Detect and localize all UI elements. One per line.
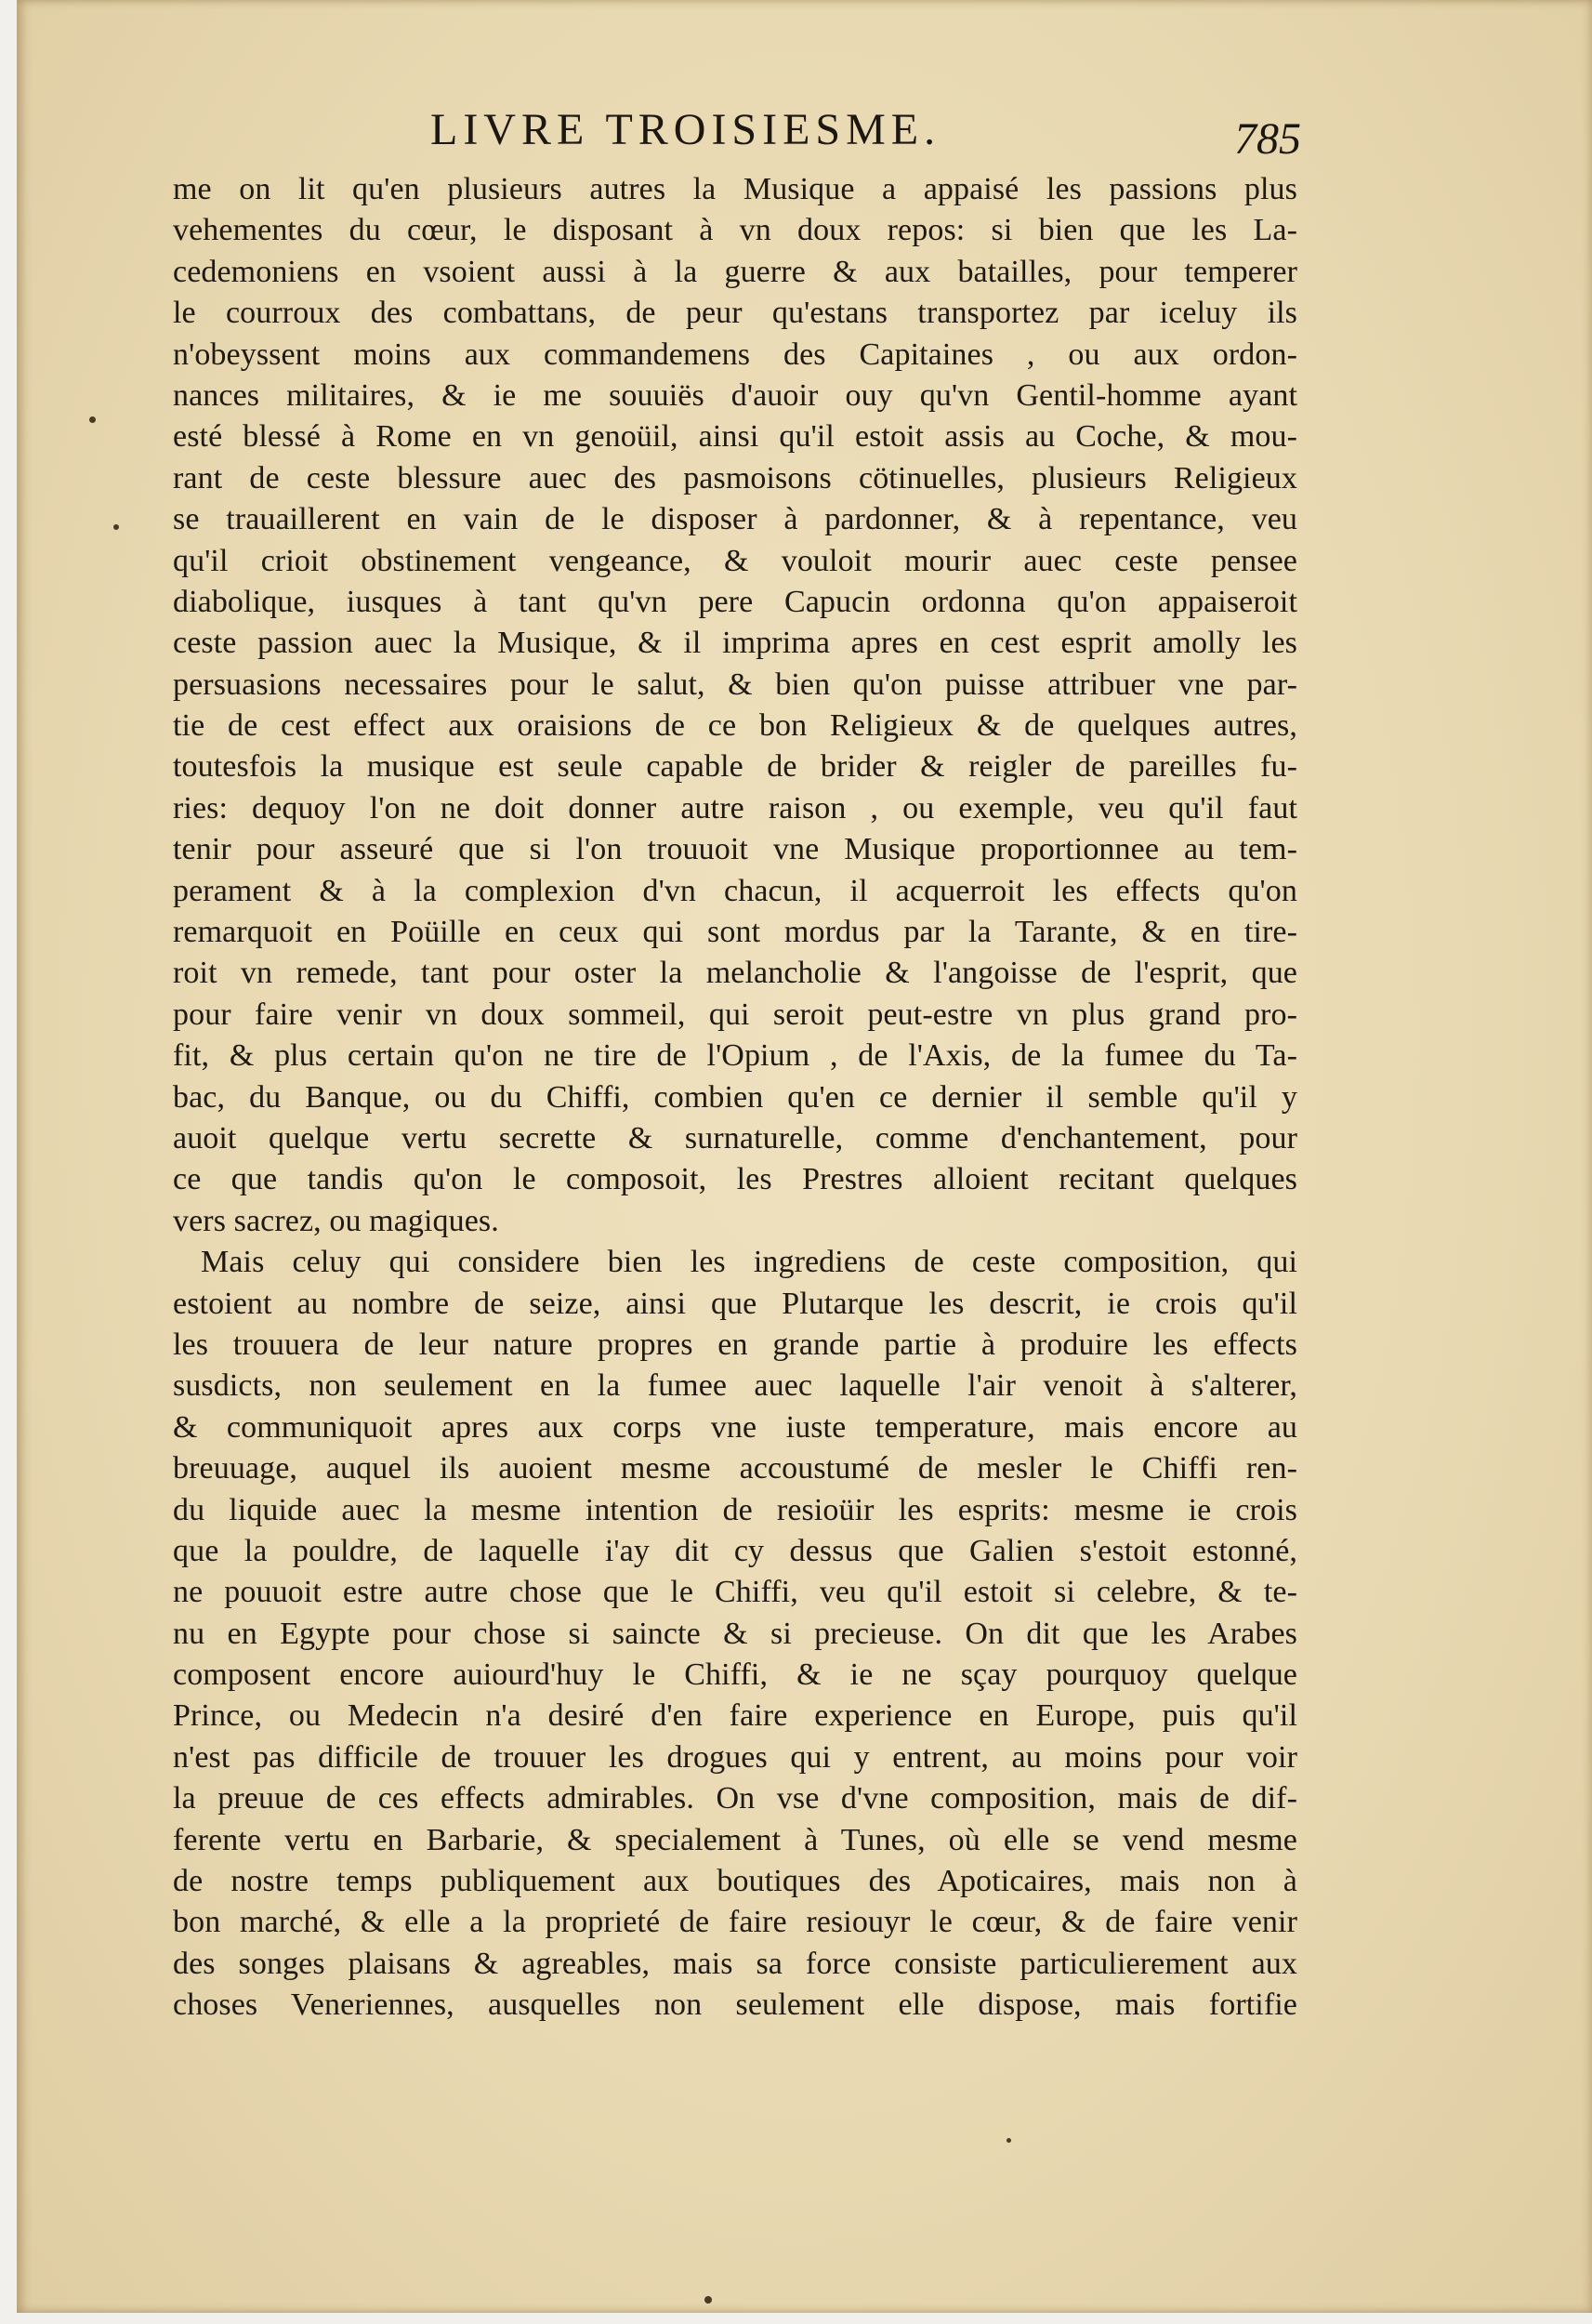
ink-speck: [89, 416, 96, 423]
text-line: tenir pour asseuré que si l'on trouuoit vne Musique proportionnee au tem-: [173, 832, 1297, 867]
text-line: tie de cest effect aux oraisions de ce bon Religieux & de quelques autres,: [173, 708, 1297, 744]
text-line: ries: dequoy l'on ne doit donner autre raison , ou exemple, veu qu'il faut: [173, 790, 1297, 825]
text-line: le courroux des combattans, de peur qu'estans transportez par iceluy ils: [173, 296, 1297, 331]
text-line: nances militaires, & ie me souuiës d'auoir ouy qu'vn Gentil-homme ayant: [173, 377, 1297, 413]
text-line: remarquoit en Poüille en ceux qui sont mordus par la Tarante, & en tire-: [173, 915, 1297, 950]
text-line: n'est pas difficile de trouuer les drogues qui y entrent, au moins pour voir: [173, 1739, 1297, 1775]
text-line: pour faire venir vn doux sommeil, qui seroit peut-estre vn plus grand pro-: [173, 997, 1297, 1032]
text-line: cedemoniens en vsoient aussi à la guerre & aux batailles, pour temperer: [173, 254, 1297, 289]
text-line: ne pouuoit estre autre chose que le Chiffi, veu qu'il estoit si celebre, & te-: [173, 1575, 1297, 1610]
ink-speck: [1007, 2138, 1011, 2143]
text-line: bac, du Banque, ou du Chiffi, combien qu'en ce dernier il semble qu'il y: [173, 1079, 1297, 1115]
text-line: ferente vertu en Barbarie, & specialement à Tunes, où elle se vend mesme: [173, 1822, 1297, 1857]
text-line: choses Veneriennes, ausquelles non seulement elle dispose, mais fortifie: [173, 1987, 1297, 2023]
text-line: breuuage, auquel ils auoient mesme accoustumé de mesler le Chiffi ren-: [173, 1451, 1297, 1486]
text-line: ce que tandis qu'on le composoit, les Prestres alloient recitant quelques: [173, 1162, 1297, 1197]
text-line: estoient au nombre de seize, ainsi que Plutarque les descrit, ie crois qu'il: [173, 1286, 1297, 1321]
page-number: 785: [1234, 114, 1301, 164]
text-line: bon marché, & elle a la proprieté de faire resiouyr le cœur, & de faire venir: [173, 1905, 1297, 1940]
text-line: que la pouldre, de laquelle i'ay dit cy dessus que Galien s'estoit estonné,: [173, 1533, 1297, 1568]
ink-speck: [704, 2296, 712, 2304]
text-line: persuasions necessaires pour le salut, & bien qu'on puisse attribuer vne par-: [173, 667, 1297, 702]
ink-speck: [113, 524, 119, 530]
text-line: qu'il crioit obstinement vengeance, & vouloit mourir auec ceste pensee: [173, 543, 1297, 578]
text-line: rant de ceste blessure auec des pasmoisons cötinuelles, plusieurs Religieux: [173, 460, 1297, 495]
text-line: composent encore auiourd'huy le Chiffi, & ie ne sçay pourquoy quelque: [173, 1657, 1297, 1693]
text-line: du liquide auec la mesme intention de resioüir les esprits: mesme ie crois: [173, 1492, 1297, 1527]
text-line: auoit quelque vertu secrette & surnaturelle, comme d'enchantement, pour: [173, 1120, 1297, 1155]
paragraph-end-line: vers sacrez, ou magiques.: [173, 1203, 499, 1238]
text-line: me on lit qu'en plusieurs autres la Musique a appaisé les passions plus: [173, 172, 1297, 206]
text-line: & communiquoit apres aux corps vne iuste temperature, mais encore au: [173, 1409, 1297, 1445]
text-line: fit, & plus certain qu'on ne tire de l'Opium , de l'Axis, de la fumee du Ta-: [173, 1038, 1297, 1074]
running-title: LIVRE TROISIESME.: [430, 105, 941, 154]
text-line: susdicts, non seulement en la fumee auec laquelle l'air venoit à s'alterer,: [173, 1368, 1297, 1404]
text-line: nu en Egypte pour chose si saincte & si precieuse. On dit que les Arabes: [173, 1616, 1297, 1651]
text-line: n'obeyssent moins aux commandemens des Capitaines , ou aux ordon-: [173, 337, 1297, 372]
body-text: [173, 169, 1297, 2027]
text-line: de nostre temps publiquement aux boutiques des Apoticaires, mais non à: [173, 1864, 1297, 1899]
text-line: vehementes du cœur, le disposant à vn doux repos: si bien que les La-: [173, 213, 1297, 248]
text-line: Prince, ou Medecin n'a desiré d'en faire experience en Europe, puis qu'il: [173, 1698, 1297, 1734]
text-line: toutesfois la musique est seule capable de brider & reigler de pareilles fu-: [173, 749, 1297, 785]
text-line: les trouuera de leur nature propres en grande partie à produire les effects: [173, 1327, 1297, 1362]
text-line: esté blessé à Rome en vn genoüil, ainsi qu'il estoit assis au Coche, & mou-: [173, 419, 1297, 455]
text-line: roit vn remede, tant pour oster la melancholie & l'angoisse de l'esprit, que: [173, 956, 1297, 991]
text-line: perament & à la complexion d'vn chacun, il acquerroit les effects qu'on: [173, 873, 1297, 908]
text-line: la preuue de ces effects admirables. On vse d'vne composition, mais de dif-: [173, 1781, 1297, 1816]
text-line: ceste passion auec la Musique, & il imprima apres en cest esprit amolly les: [173, 626, 1297, 661]
book-page: [17, 0, 1592, 2313]
text-line: se trauaillerent en vain de le disposer à pardonner, & à repentance, veu: [173, 502, 1297, 537]
text-line: des songes plaisans & agreables, mais sa force consiste particulierement aux: [173, 1946, 1297, 1981]
paragraph-start-line: Mais celuy qui considere bien les ingrediens de ceste composition, qui: [201, 1245, 1297, 1280]
text-line: diabolique, iusques à tant qu'vn pere Capucin ordonna qu'on appaiseroit: [173, 584, 1297, 619]
